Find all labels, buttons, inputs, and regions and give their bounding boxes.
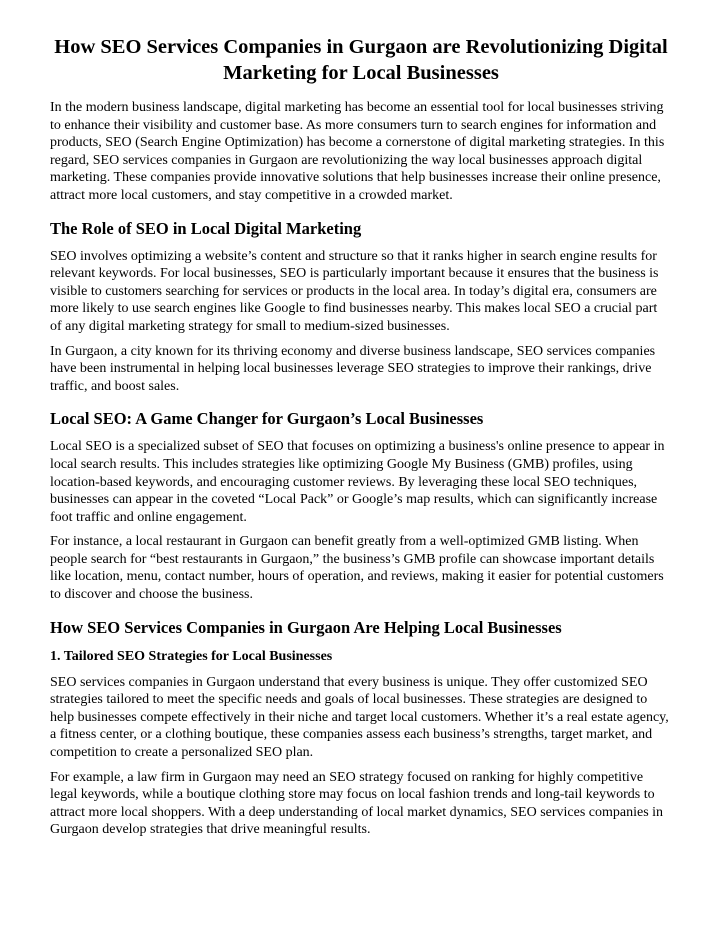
section-heading-how-seo-companies-help: How SEO Services Companies in Gurgaon Are Helping Local Businesses: [50, 617, 562, 637]
paragraph: Local SEO is a specialized subset of SEO that focuses on optimizing a business's online presence to appear in local search results. This includes strategies like optimizing Google My Business (GMB) profiles, using location-based keywords, and encouraging customer reviews. By leveraging these local SEO techniques, businesses can appear in the coveted “Local Pack” or Google’s map results, which can significantly increase foot traffic and online engagement.: [50, 439, 665, 525]
paragraph: SEO involves optimizing a website’s content and structure so that it ranks higher in search engine results for relevant keywords. For local businesses, SEO is particularly important because it ensures that the business is visible to customers searching for services or products in the local area. In today’s digital era, consumers are more likely to use search engines like Google to find businesses nearby. This makes local SEO a crucial part of any digital marketing strategy for small to medium-sized businesses.: [50, 248, 659, 334]
intro-paragraph: In the modern business landscape, digital marketing has become an essential tool for local businesses striving to enhance their visibility and customer base. As more consumers turn to search engines for information and products, SEO (Search Engine Optimization) has become a cornerstone of digital marketing strategies. In this regard, SEO services companies in Gurgaon are revolutionizing the way local businesses approach digital marketing. These companies provide innovative solutions that help businesses increase their online presence, attract more local customers, and stay competitive in a crowded market.: [50, 100, 665, 203]
paragraph: For instance, a local restaurant in Gurgaon can benefit greatly from a well-optimized GMB listing. When people search for “best restaurants in Gurgaon,” the business’s GMB profile can showcase important details like location, menu, contact number, hours of operation, and reviews, making it easier for potential customers to discover and choose the business.: [50, 534, 664, 603]
section-heading-local-seo: Local SEO: A Game Changer for Gurgaon’s Local Businesses: [50, 409, 484, 429]
subsection-heading-tailored-strategies: 1. Tailored SEO Strategies for Local Businesses: [50, 648, 333, 664]
page-title: How SEO Services Companies in Gurgaon are Revolutionizing Digital Marketing for Local Businesses: [54, 36, 668, 84]
section-heading-role-of-seo: The Role of SEO in Local Digital Marketing: [50, 218, 362, 238]
paragraph: SEO services companies in Gurgaon understand that every business is unique. They offer customized SEO strategies tailored to meet the specific needs and goals of local businesses. These strategies are designed to help businesses compete effectively in their niche and target local customers. Whether it’s a real estate agency, a fitness center, or a clothing boutique, these companies assess each business’s strengths, target market, and competition to create a personalized SEO plan.: [50, 674, 669, 761]
paragraph: For example, a law firm in Gurgaon may need an SEO strategy focused on ranking for highly competitive legal keywords, while a boutique clothing store may focus on local fashion trends and long-tail keywords to attract more local shoppers. With a deep understanding of local market dynamics, SEO services companies in Gurgaon develop strategies that drive meaningful results.: [50, 769, 664, 838]
paragraph: In Gurgaon, a city known for its thriving economy and diverse business landscape, SEO services companies have been instrumental in helping local businesses leverage SEO strategies to improve their rankings, drive traffic, and boost sales.: [50, 343, 656, 394]
